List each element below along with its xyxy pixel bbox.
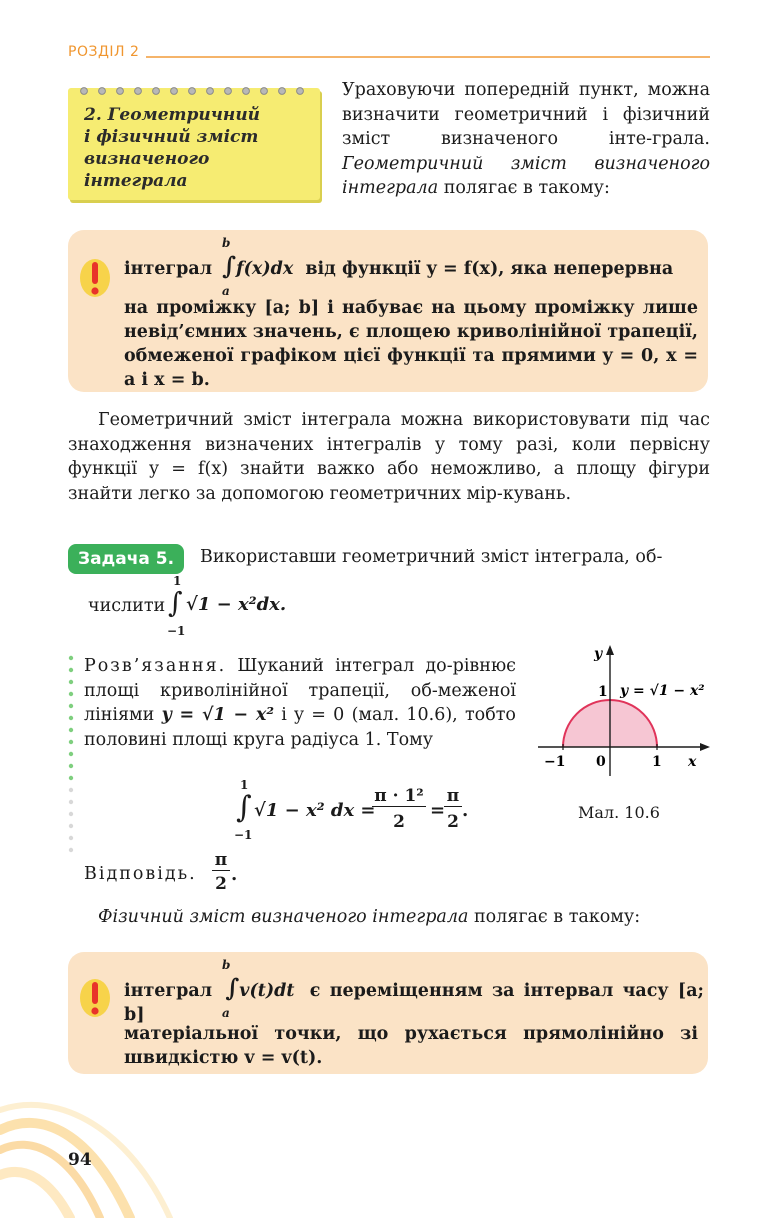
intro-paragraph <box>342 78 710 201</box>
section-label: РОЗДІЛ 2 <box>68 44 140 60</box>
formula-left: √1 − x² dx = <box>254 800 376 821</box>
definition-body: на проміжку [a; b] і набуває на цьому проміжку лише невід’ємних значень, є площею криволінійної трапеції, обмеженої графіком цієї функції та прямими y = 0, x = a і x = b. <box>124 298 698 390</box>
physics-line <box>98 905 710 930</box>
integral-sign-icon: ∫ <box>236 790 252 825</box>
integral-sign-icon: ∫ <box>168 586 183 619</box>
note-title <box>84 104 314 192</box>
section-rule <box>146 56 710 58</box>
solution-and: і y = 0 <box>281 705 345 725</box>
curve-label: y = √1 − x² <box>620 683 705 699</box>
solution-text-1: Шуканий інтеграл до-рівнює площі криволінійної трапеції, об-меженої лініями <box>84 656 516 725</box>
note-title-line: визначеного <box>84 149 210 169</box>
definition2-pre: інтеграл <box>124 981 213 1001</box>
answer-denominator: 2 <box>215 874 227 894</box>
y-tick-label: 1 <box>598 684 608 700</box>
exclamation-icon <box>78 976 112 1020</box>
definition2-integrand: v(t)dt <box>239 981 295 1001</box>
integral-upper-limit: b <box>222 958 231 972</box>
solution-text <box>84 654 516 752</box>
x-axis-label: x <box>688 754 697 770</box>
integral-lower-limit: a <box>222 284 230 298</box>
formula-lower-limit: −1 <box>234 828 253 842</box>
integral-sign-icon: ∫ <box>222 251 237 280</box>
x-tick-label: 0 <box>596 754 606 770</box>
note-title-line: інтеграла <box>84 171 188 191</box>
task-cont: числити <box>88 596 166 616</box>
y-axis-arrow-icon <box>606 645 614 655</box>
task-text: Використавши геометричний зміст інтеграла, об- <box>200 547 663 567</box>
frac1-denominator: 2 <box>393 812 405 832</box>
definition2-post: є переміщенням за інтервал часу [a; b] <box>124 981 705 1025</box>
integral-sign-icon: ∫ <box>225 973 240 1002</box>
page-number: 94 <box>68 1150 92 1170</box>
answer-numerator: π <box>212 850 230 871</box>
y-axis-label: y <box>594 646 603 662</box>
definition-post: від функції y = f(x), яка неперервна <box>305 259 674 279</box>
answer-period: . <box>231 864 238 885</box>
intro-text: Ураховуючи попередній пункт, можна визначити геометричний і фізичний зміст визначеного інте-грала. <box>342 80 710 149</box>
answer-label: Відповідь. <box>84 864 197 884</box>
integral-lower-limit: −1 <box>167 624 186 638</box>
solution-equation: y = √1 − x² <box>161 705 274 725</box>
spiral-rings-icon <box>76 82 316 100</box>
solution-label: Розв’язання. <box>84 656 227 676</box>
decorative-swirl <box>0 1090 200 1218</box>
integral-upper-limit: 1 <box>173 574 182 588</box>
formula-equals: = <box>430 800 446 821</box>
intro-emphasis: Геометричний зміст визначеного інтеграла <box>342 153 710 198</box>
definition-pre: інтеграл <box>124 259 213 279</box>
solution-text-2: (мал. 10.6), тобто половині площі круга радіуса 1. Тому <box>84 705 516 750</box>
x-tick-label: 1 <box>652 754 662 770</box>
semicircle-figure <box>530 640 720 780</box>
physics-emphasis: Фізичний зміст визначеного інтеграла <box>98 907 469 927</box>
margin-dots <box>68 654 74 854</box>
x-tick-label: −1 <box>544 754 566 770</box>
definition2-body: матеріальної точки, що рухається прямолінійно зі швидкістю v = v(t). <box>124 1024 698 1068</box>
formula-period: . <box>462 800 469 821</box>
task-badge: Задача 5. <box>68 544 184 574</box>
frac1-numerator: π · 1² <box>372 786 426 807</box>
frac2-numerator: π <box>444 786 462 807</box>
task-expression: √1 − x²dx. <box>186 594 287 615</box>
exclamation-icon <box>78 256 112 300</box>
definition-integrand: f(x)dx <box>236 259 294 279</box>
note-title-line: 2. Геометричний <box>84 105 261 125</box>
geometric-paragraph: Геометричний зміст інтеграла можна використовувати під час знаходження визначених інтегралів у тому разі, коли первісну функції y = f(x) знайти важко або неможливо, а площу фігури знайти легко за допомогою геометричних мір-кувань. <box>68 410 710 504</box>
integral-lower-limit: a <box>222 1006 230 1020</box>
formula-upper-limit: 1 <box>240 778 249 792</box>
x-axis-arrow-icon <box>700 743 710 751</box>
intro-tail: полягає в такому: <box>438 178 610 198</box>
definition2-line-1 <box>124 973 705 1027</box>
figure-caption: Мал. 10.6 <box>578 803 660 822</box>
physics-tail: полягає в такому: <box>468 907 641 927</box>
frac2-denominator: 2 <box>447 812 459 832</box>
note-title-line: і фізичний зміст <box>84 127 259 147</box>
definition-line-1 <box>124 251 704 281</box>
integral-upper-limit: b <box>222 236 231 250</box>
